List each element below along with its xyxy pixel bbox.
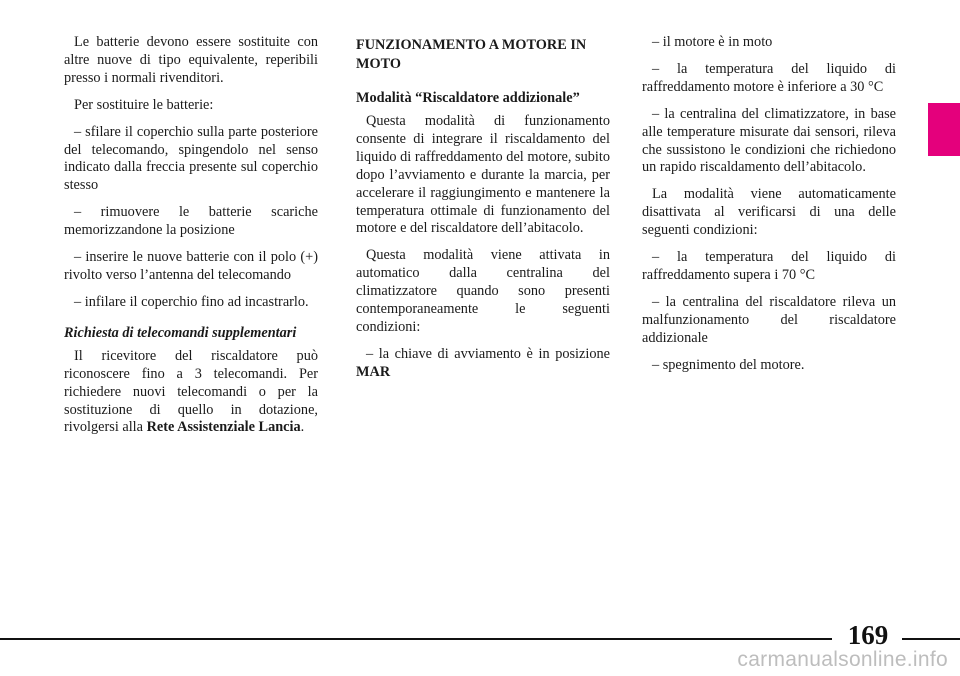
section-heading-engine-running: FUNZIONAMENTO A MOTORE IN MOTO (356, 37, 587, 72)
service-network-name: Rete Assistenziale Lancia (146, 419, 301, 436)
paragraph: Le batterie devono essere sostituite con altre nuove di tipo equivalente, reperibili presso i normali rivenditori. (64, 34, 318, 86)
list-item-text: – la chiave di avviamento è in posizione (366, 345, 610, 362)
list-item: – il motore è in moto (652, 34, 773, 50)
section-heading-remote-request: Richiesta di telecomandi supplementari (64, 324, 297, 341)
paragraph: La modalità viene automaticamente disattivata al verificarsi di una delle seguenti condizioni: (642, 186, 896, 239)
list-item: – la centralina del climatizzatore, in base alle temperature misurate dai sensori, rileva che sussistono le condizioni che richiedono un rapido riscaldamento dell’abitacolo. (642, 105, 896, 176)
paragraph-text: Il ricevitore del riscaldatore può riconoscere fino a 3 telecomandi. Per richiedere nuovi telecomandi o per la sostituzione di quello in dotazione, rivolgersi alla (64, 347, 318, 436)
list-item: – la temperatura del liquido di raffreddamento supera i 70 °C (642, 249, 896, 283)
list-item (356, 346, 610, 382)
subsection-heading-additional-heater: Modalità “Riscaldatore addizionale” (356, 90, 580, 106)
paragraph (64, 348, 318, 438)
list-item: – infilare il coperchio fino ad incastrarlo. (74, 293, 309, 310)
key-position-label: MAR (356, 363, 391, 380)
page-number: 169 (847, 620, 889, 650)
paragraph: Per sostituire le batterie: (74, 96, 214, 113)
list-item: – spegnimento del motore. (652, 356, 805, 373)
watermark: carmanualsonline.info (737, 648, 948, 671)
footer-rule-right (902, 638, 960, 640)
list-item: – la temperatura del liquido di raffreddamento motore è inferiore a 30 °C (642, 60, 896, 95)
list-item: – inserire le nuove batterie con il polo (+) rivolto verso l’antenna del telecomando (64, 249, 318, 283)
footer-rule-left (0, 638, 832, 640)
paragraph: Questa modalità viene attivata in automatico dalla centralina del climatizzatore quando sono presenti contemporaneamente le seguenti condizioni: (356, 247, 610, 335)
list-item: – sfilare il coperchio sulla parte posteriore del telecomando, spingendolo nel senso indicato dalla freccia presente sul coperchio stesso (64, 123, 318, 194)
paragraph: Questa modalità di funzionamento consente di integrare il riscaldamento del liquido di raffreddamento del motore, subito dopo l’avviamento e durante la marcia, per accelerare il raggiungimento e mantenere la temperatura ottimale di funzionamento del motore e del riscaldatore dell’abitacolo. (356, 113, 610, 237)
column-left (64, 34, 318, 446)
column-right (642, 34, 896, 384)
column-middle (356, 36, 610, 391)
list-item: – rimuovere le batterie scariche memorizzandone la posizione (64, 204, 318, 239)
section-tab-marker (928, 103, 960, 156)
list-item: – la centralina del riscaldatore rileva un malfunzionamento del riscaldatore addizionale (642, 293, 896, 346)
paragraph-end: . (300, 419, 305, 436)
